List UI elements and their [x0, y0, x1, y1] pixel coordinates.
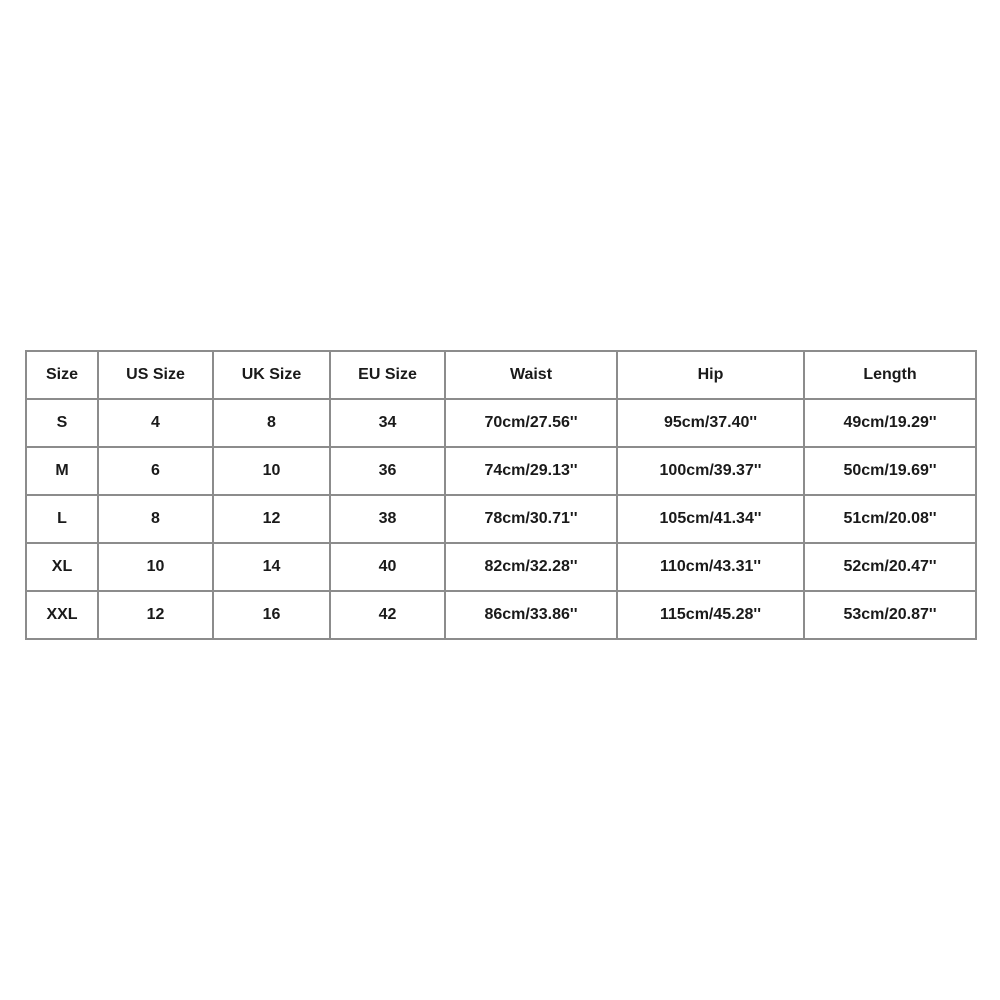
table-row	[26, 495, 976, 543]
cell-uk-size: 8	[213, 399, 330, 447]
table-row	[26, 591, 976, 639]
cell-uk-size: 12	[213, 495, 330, 543]
cell-us-size: 4	[98, 399, 213, 447]
cell-uk-size: 14	[213, 543, 330, 591]
cell-length: 49cm/19.29''	[804, 399, 976, 447]
size-chart-table	[25, 350, 977, 640]
cell-size: XL	[26, 543, 98, 591]
cell-waist: 74cm/29.13''	[445, 447, 617, 495]
cell-hip: 110cm/43.31''	[617, 543, 804, 591]
cell-waist: 70cm/27.56''	[445, 399, 617, 447]
header-size: Size	[26, 351, 98, 399]
cell-size: XXL	[26, 591, 98, 639]
header-hip: Hip	[617, 351, 804, 399]
cell-hip: 100cm/39.37''	[617, 447, 804, 495]
cell-uk-size: 10	[213, 447, 330, 495]
cell-waist: 82cm/32.28''	[445, 543, 617, 591]
header-us-size: US Size	[98, 351, 213, 399]
header-waist: Waist	[445, 351, 617, 399]
cell-waist: 86cm/33.86''	[445, 591, 617, 639]
cell-hip: 105cm/41.34''	[617, 495, 804, 543]
cell-length: 51cm/20.08''	[804, 495, 976, 543]
cell-eu-size: 42	[330, 591, 445, 639]
cell-length: 52cm/20.47''	[804, 543, 976, 591]
cell-uk-size: 16	[213, 591, 330, 639]
table-row	[26, 399, 976, 447]
cell-eu-size: 40	[330, 543, 445, 591]
cell-eu-size: 38	[330, 495, 445, 543]
header-uk-size: UK Size	[213, 351, 330, 399]
table-row	[26, 447, 976, 495]
table-row	[26, 543, 976, 591]
cell-eu-size: 34	[330, 399, 445, 447]
cell-size: M	[26, 447, 98, 495]
header-row	[26, 351, 976, 399]
cell-us-size: 6	[98, 447, 213, 495]
cell-us-size: 8	[98, 495, 213, 543]
cell-eu-size: 36	[330, 447, 445, 495]
cell-waist: 78cm/30.71''	[445, 495, 617, 543]
header-length: Length	[804, 351, 976, 399]
cell-length: 50cm/19.69''	[804, 447, 976, 495]
cell-us-size: 12	[98, 591, 213, 639]
cell-hip: 115cm/45.28''	[617, 591, 804, 639]
cell-size: S	[26, 399, 98, 447]
cell-size: L	[26, 495, 98, 543]
cell-length: 53cm/20.87''	[804, 591, 976, 639]
cell-hip: 95cm/37.40''	[617, 399, 804, 447]
cell-us-size: 10	[98, 543, 213, 591]
header-eu-size: EU Size	[330, 351, 445, 399]
